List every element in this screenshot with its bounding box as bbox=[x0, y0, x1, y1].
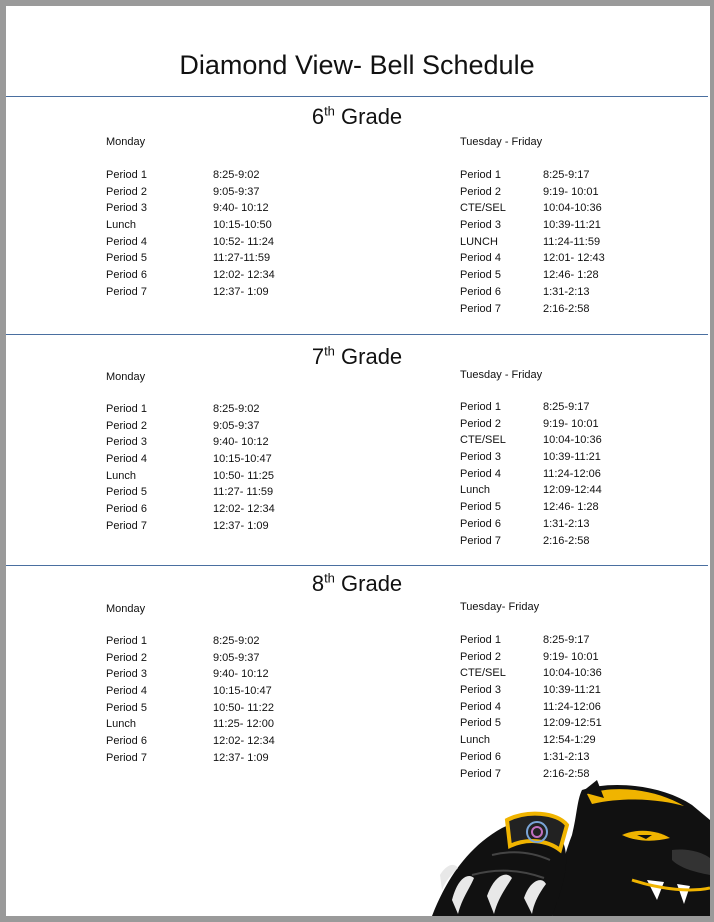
period-label: Period 5 bbox=[460, 717, 501, 730]
grade-number: 8 bbox=[311, 571, 325, 596]
period-time: 10:39-11:21 bbox=[543, 451, 601, 464]
grade-7-heading bbox=[0, 344, 714, 370]
section-divider bbox=[6, 334, 708, 335]
period-time: 9:19- 10:01 bbox=[543, 185, 599, 198]
period-time: 12:37- 1:09 bbox=[213, 751, 269, 764]
period-time: 8:25-9:17 bbox=[543, 169, 590, 181]
period-time: 11:25- 12:00 bbox=[213, 718, 274, 731]
period-label: Period 7 bbox=[106, 751, 147, 764]
period-time: 8:25-9:17 bbox=[543, 634, 590, 646]
period-label: LUNCH bbox=[460, 235, 498, 248]
period-time: 9:19- 10:01 bbox=[543, 650, 599, 663]
period-time: 11:27- 11:59 bbox=[213, 486, 274, 499]
period-time: 9:19- 10:01 bbox=[543, 417, 599, 430]
period-time: 10:52- 11:24 bbox=[213, 235, 274, 248]
period-time: 12:01- 12:43 bbox=[543, 252, 605, 265]
period-time: 8:25-9:17 bbox=[543, 401, 590, 413]
period-time: 10:15-10:47 bbox=[213, 685, 272, 698]
grade-word: Grade bbox=[334, 344, 403, 369]
period-label: CTE/SEL bbox=[460, 667, 506, 680]
period-time: 10:04-10:36 bbox=[543, 434, 602, 447]
period-label: Period 6 bbox=[460, 517, 501, 530]
grade-suffix: th bbox=[324, 343, 335, 359]
period-label: Period 1 bbox=[460, 401, 501, 413]
grade-8-heading bbox=[0, 571, 714, 597]
period-label: Period 5 bbox=[106, 486, 147, 499]
period-label: Period 6 bbox=[106, 269, 147, 282]
period-time: 10:39-11:21 bbox=[543, 684, 601, 697]
period-label: Period 5 bbox=[106, 701, 147, 714]
period-time: 1:31-2:13 bbox=[543, 750, 590, 763]
period-time: 10:15-10:47 bbox=[213, 453, 272, 466]
period-time: 12:02- 12:34 bbox=[213, 269, 275, 282]
period-time: 9:05-9:37 bbox=[213, 185, 260, 198]
period-label: Period 4 bbox=[460, 700, 501, 713]
period-label: Period 2 bbox=[460, 185, 501, 198]
period-label: Period 6 bbox=[460, 750, 501, 763]
period-label: Period 3 bbox=[460, 219, 501, 232]
period-label: Period 3 bbox=[460, 451, 501, 464]
period-time: 12:54-1:29 bbox=[543, 734, 596, 747]
period-label: CTE/SEL bbox=[460, 202, 506, 215]
period-label: Period 4 bbox=[460, 467, 501, 480]
period-label: Period 6 bbox=[106, 503, 147, 516]
period-time: 9:40- 10:12 bbox=[213, 202, 269, 215]
period-time: 9:40- 10:12 bbox=[213, 668, 269, 681]
period-label: Period 3 bbox=[460, 684, 501, 697]
period-label: Period 1 bbox=[460, 634, 501, 646]
period-label: Period 5 bbox=[106, 252, 147, 265]
page-title: Diamond View- Bell Schedule bbox=[179, 50, 535, 80]
period-label: Lunch bbox=[106, 219, 136, 232]
period-label: Period 4 bbox=[106, 685, 147, 698]
panther-mascot-icon bbox=[432, 780, 710, 916]
period-label: Lunch bbox=[106, 718, 136, 731]
period-label: Period 6 bbox=[460, 285, 501, 298]
section-divider bbox=[6, 565, 708, 566]
period-time: 2:16-2:58 bbox=[543, 534, 590, 547]
period-time: 9:40- 10:12 bbox=[213, 436, 269, 449]
period-time: 12:46- 1:28 bbox=[543, 501, 599, 514]
period-label: Lunch bbox=[460, 484, 490, 497]
period-label: Period 2 bbox=[460, 650, 501, 663]
period-time: 11:27-11:59 bbox=[213, 252, 271, 265]
monday-heading: Monday bbox=[106, 603, 146, 615]
period-label: Period 1 bbox=[460, 169, 501, 181]
tuesday-friday-heading: Tuesday- Friday bbox=[460, 601, 540, 613]
period-time: 8:25-9:02 bbox=[213, 169, 260, 181]
period-time: 11:24-11:59 bbox=[543, 235, 601, 248]
period-label: Period 1 bbox=[106, 635, 147, 647]
period-time: 9:05-9:37 bbox=[213, 651, 260, 664]
period-label: Period 7 bbox=[106, 519, 147, 532]
period-label: Period 3 bbox=[106, 202, 147, 215]
period-time: 11:24-12:06 bbox=[543, 700, 601, 713]
period-time: 12:02- 12:34 bbox=[213, 503, 275, 516]
period-label: Period 1 bbox=[106, 169, 147, 181]
period-time: 10:50- 11:25 bbox=[213, 469, 274, 482]
period-time: 10:04-10:36 bbox=[543, 667, 602, 680]
period-time: 12:09-12:51 bbox=[543, 717, 602, 730]
grade-6-heading bbox=[0, 104, 714, 130]
period-time: 1:31-2:13 bbox=[543, 517, 590, 530]
period-label: Period 7 bbox=[106, 285, 147, 298]
tuesday-friday-heading: Tuesday - Friday bbox=[460, 136, 543, 148]
grade-number: 7 bbox=[311, 344, 325, 369]
period-time: 12:37- 1:09 bbox=[213, 285, 269, 298]
period-time: 8:25-9:02 bbox=[213, 403, 260, 415]
period-time: 12:02- 12:34 bbox=[213, 735, 275, 748]
grade-number: 6 bbox=[311, 104, 325, 129]
period-label: Period 4 bbox=[106, 453, 147, 466]
period-time: 12:46- 1:28 bbox=[543, 269, 599, 282]
period-time: 12:37- 1:09 bbox=[213, 519, 269, 532]
period-time: 11:24-12:06 bbox=[543, 467, 601, 480]
period-label: Period 2 bbox=[106, 185, 147, 198]
period-label: Period 4 bbox=[106, 235, 147, 248]
period-label: Period 5 bbox=[460, 501, 501, 514]
period-label: Period 4 bbox=[460, 252, 501, 265]
period-label: Period 5 bbox=[460, 269, 501, 282]
period-time: 9:05-9:37 bbox=[213, 419, 260, 432]
period-label: Lunch bbox=[460, 734, 490, 747]
period-time: 12:09-12:44 bbox=[543, 484, 602, 497]
period-label: Period 2 bbox=[106, 419, 147, 432]
monday-heading: Monday bbox=[106, 136, 146, 148]
grade-word: Grade bbox=[334, 104, 403, 129]
period-label: Period 2 bbox=[106, 651, 147, 664]
period-label: Period 7 bbox=[460, 302, 501, 315]
period-time: 1:31-2:13 bbox=[543, 285, 590, 298]
period-time: 10:39-11:21 bbox=[543, 219, 601, 232]
period-label: Period 7 bbox=[460, 534, 501, 547]
period-time: 8:25-9:02 bbox=[213, 635, 260, 647]
period-label: Period 3 bbox=[106, 668, 147, 681]
period-time: 10:15-10:50 bbox=[213, 219, 272, 232]
period-time: 2:16-2:58 bbox=[543, 767, 590, 780]
period-label: Period 3 bbox=[106, 436, 147, 449]
monday-heading: Monday bbox=[106, 371, 146, 383]
tuesday-friday-heading: Tuesday - Friday bbox=[460, 369, 543, 381]
period-label: Lunch bbox=[106, 469, 136, 482]
section-divider bbox=[6, 96, 708, 97]
period-label: Period 6 bbox=[106, 735, 147, 748]
period-time: 2:16-2:58 bbox=[543, 302, 590, 315]
grade-suffix: th bbox=[324, 570, 335, 586]
period-label: Period 7 bbox=[460, 767, 501, 780]
period-label: Period 2 bbox=[460, 417, 501, 430]
period-label: Period 1 bbox=[106, 403, 147, 415]
grade-suffix: th bbox=[324, 103, 335, 119]
grade-word: Grade bbox=[334, 571, 403, 596]
period-time: 10:04-10:36 bbox=[543, 202, 602, 215]
period-label: CTE/SEL bbox=[460, 434, 506, 447]
period-time: 10:50- 11:22 bbox=[213, 701, 274, 714]
